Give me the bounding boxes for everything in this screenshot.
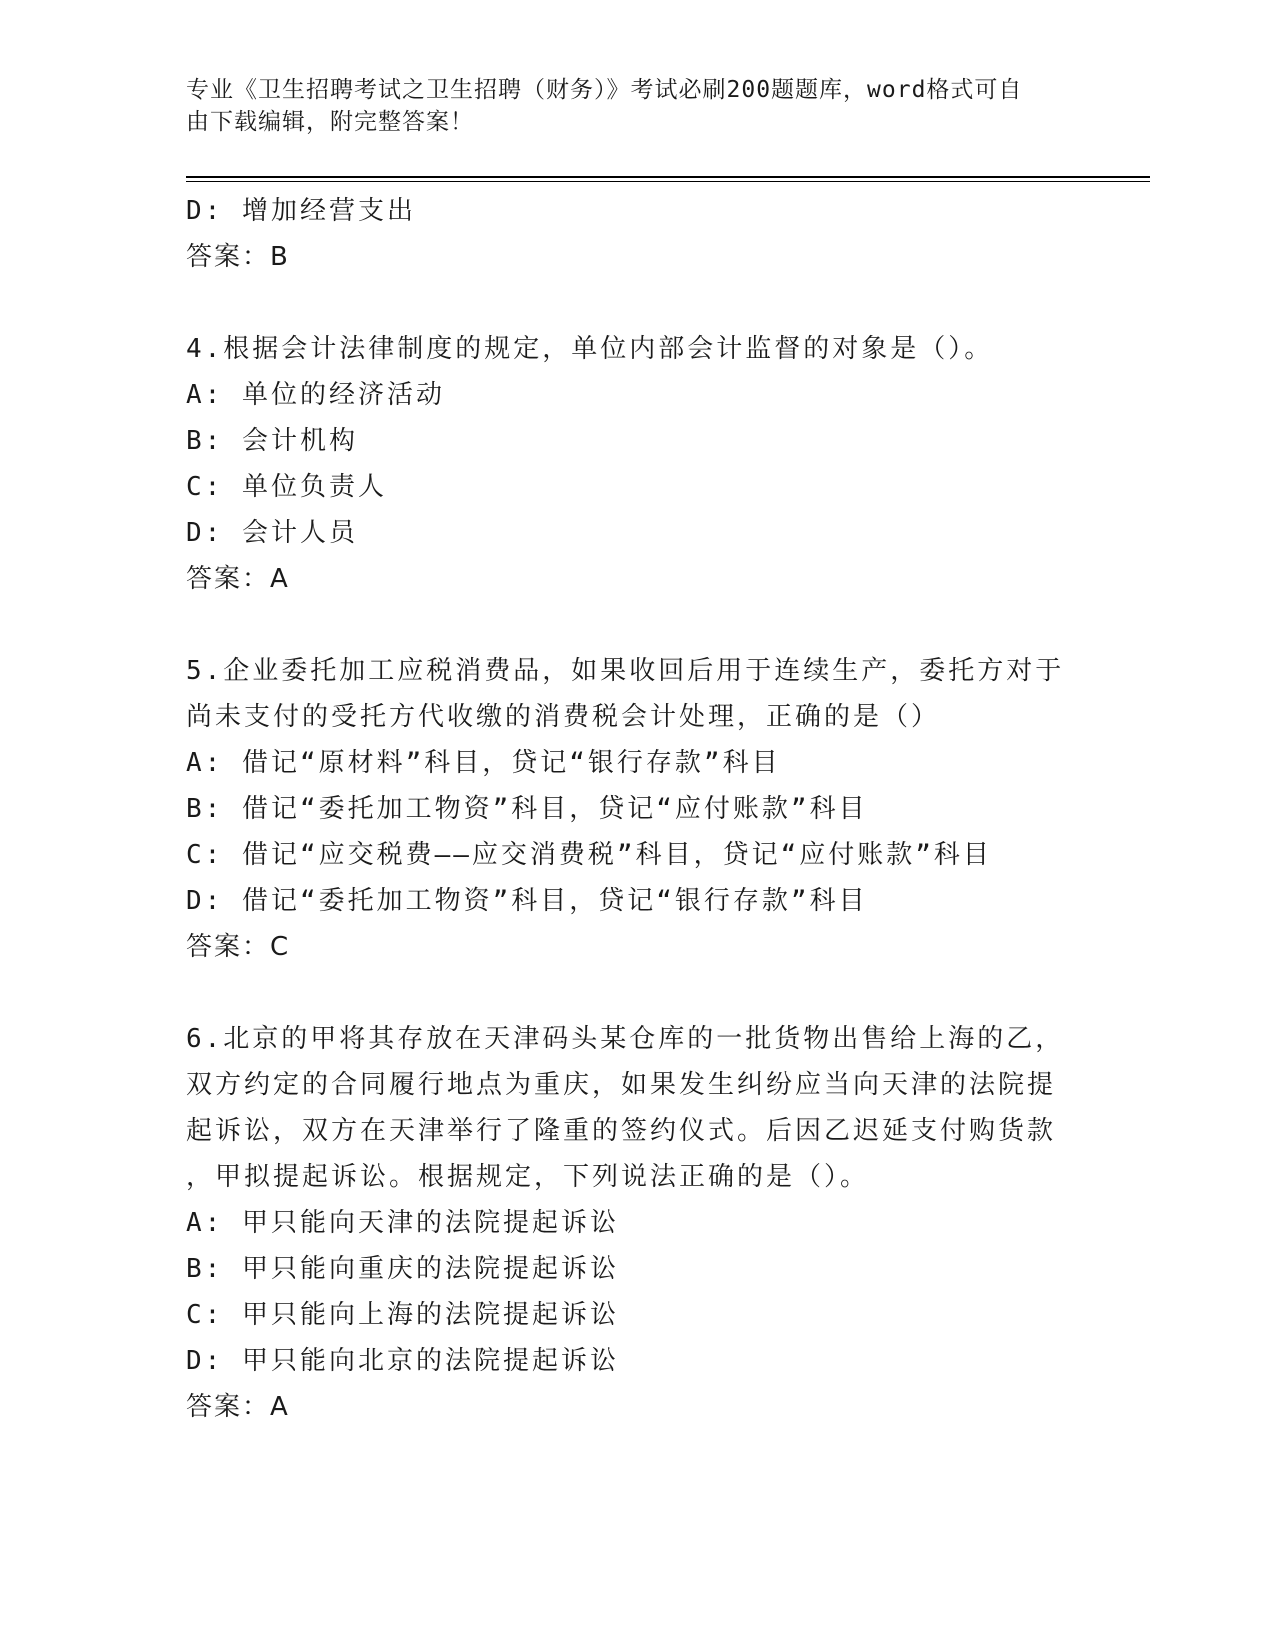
answer-line: 答案：A <box>186 564 290 594</box>
option-d: D: 会计人员 <box>186 518 358 548</box>
stem-line: 起诉讼，双方在天津举行了隆重的签约仪式。后因乙迟延支付购货款 <box>186 1116 1057 1146</box>
header-line: 专业《卫生招聘考试之卫生招聘（财务）》考试必刷200题题库，word格式可自 <box>186 77 1023 103</box>
option-b: B: 借记“委托加工物资”科目，贷记“应付账款”科目 <box>186 794 868 824</box>
option-c: C: 借记“应交税费——应交消费税”科目，贷记“应付账款”科目 <box>186 840 992 870</box>
option-c: C: 甲只能向上海的法院提起诉讼 <box>186 1300 619 1330</box>
question-5 <box>186 648 1065 970</box>
stem-line: ，甲拟提起诉讼。根据规定，下列说法正确的是（）。 <box>186 1162 870 1192</box>
spacer <box>186 602 1056 648</box>
stem-line: 双方约定的合同履行地点为重庆，如果发生纠纷应当向天津的法院提 <box>186 1070 1057 1100</box>
question-4 <box>186 326 1056 602</box>
option-b: B: 甲只能向重庆的法院提起诉讼 <box>186 1254 619 1284</box>
question-6 <box>186 1016 1065 1430</box>
header-divider-thick <box>186 176 1150 178</box>
option-b: B: 会计机构 <box>186 426 358 456</box>
question-stem <box>186 648 1065 740</box>
header-line: 由下载编辑，附完整答案！ <box>186 109 474 135</box>
option-d: D: 增加经营支出 <box>186 196 416 226</box>
stem-line: 6.北京的甲将其存放在天津码头某仓库的一批货物出售给上海的乙， <box>186 1024 1065 1054</box>
question-list <box>186 188 1065 1430</box>
option-d: D: 借记“委托加工物资”科目，贷记“银行存款”科目 <box>186 886 868 916</box>
option-c: C: 单位负责人 <box>186 472 387 502</box>
stem-line: 5.企业委托加工应税消费品，如果收回后用于连续生产，委托方对于 <box>186 656 1065 686</box>
continued-question <box>186 188 1056 280</box>
document-header <box>186 74 1066 138</box>
option-a: A: 单位的经济活动 <box>186 380 445 410</box>
stem-line: 尚未支付的受托方代收缴的消费税会计处理，正确的是（） <box>186 702 941 732</box>
header-divider-thin <box>186 181 1150 182</box>
option-a: A: 甲只能向天津的法院提起诉讼 <box>186 1208 619 1238</box>
question-stem <box>186 326 1056 372</box>
answer-line: 答案：B <box>186 242 290 272</box>
question-stem <box>186 1016 1065 1200</box>
answer-line: 答案：C <box>186 932 291 962</box>
spacer <box>186 970 1056 1016</box>
stem-line: 4.根据会计法律制度的规定，单位内部会计监督的对象是（）。 <box>186 334 994 364</box>
spacer <box>186 280 1056 326</box>
option-d: D: 甲只能向北京的法院提起诉讼 <box>186 1346 619 1376</box>
option-a: A: 借记“原材料”科目，贷记“银行存款”科目 <box>186 748 781 778</box>
answer-line: 答案：A <box>186 1392 290 1422</box>
